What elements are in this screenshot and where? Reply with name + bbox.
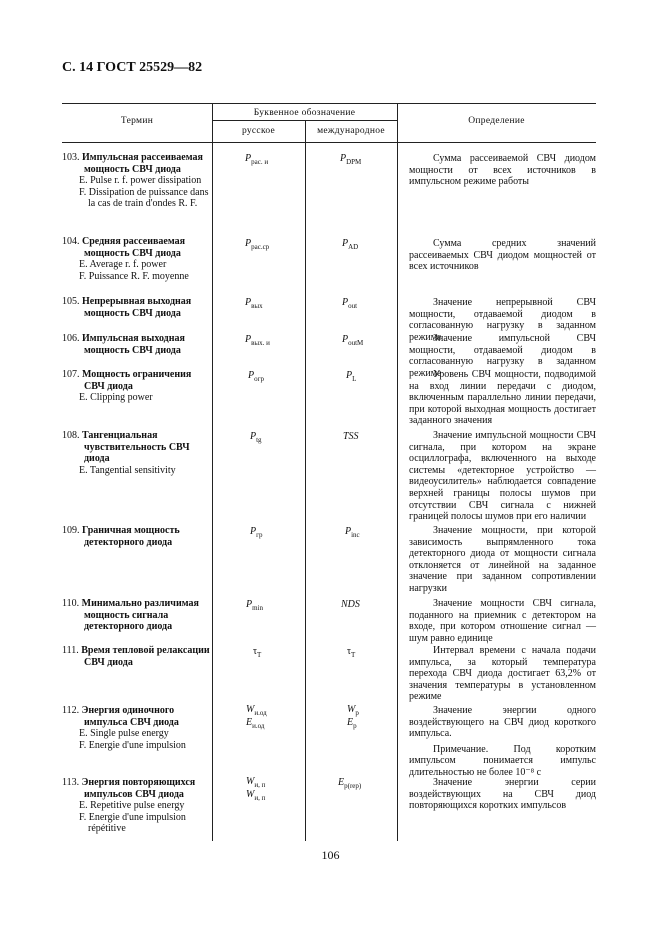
page-number: 106	[321, 848, 340, 862]
term-name: Импульсная рассеиваемая мощность СВЧ диода	[82, 152, 203, 175]
intl-symbol: $\tau_T$	[347, 646, 356, 659]
header-russian: русское	[241, 126, 276, 136]
document-header: С. 14 ГОСТ 25529—82	[62, 60, 203, 75]
definition: Уровень СВЧ мощности, подводимой на вход линии передачи с диодом, включенным параллельно линии передачи, при которой выходная мощность достигает заданного значения	[409, 369, 596, 427]
definition: Сумма средних значений рассеиваемых СВЧ диодом мощностей от всех источников	[409, 238, 596, 273]
row-number: 110.	[62, 598, 80, 609]
row-number: 106.	[62, 333, 80, 344]
definition: Значение энергии серии воздействующих на СВЧ диод повторяющихся коротких импульсов	[409, 777, 596, 812]
definition	[409, 705, 596, 779]
table-row-113	[62, 777, 212, 835]
intl-symbol: $P_{DPM}$	[340, 153, 362, 166]
definition: Значение импульсной СВЧ мощности, отдаваемой диодом в согласованную нагрузку в заданном режиме	[409, 333, 596, 379]
table-row-111	[62, 645, 212, 668]
ru-symbol: $P_{огр}$	[248, 370, 264, 383]
col-divider-3	[397, 103, 398, 841]
row-number: 103.	[62, 152, 80, 163]
row-number: 109.	[62, 525, 80, 536]
col-divider-2	[305, 120, 306, 841]
term-french: F. Energie d'une impulsion répétitive	[79, 811, 186, 835]
term-name: Непрерывная выходная мощность СВЧ диода	[82, 296, 192, 319]
term-name: Импульсная выходная мощность СВЧ диода	[82, 333, 185, 356]
term-name: Тангенциальная чувствительность СВЧ диода	[82, 430, 190, 465]
term-name: Энергия одиночного импульса СВЧ диода	[81, 705, 179, 728]
ru-symbol: $P_{tg}$	[250, 431, 262, 444]
table-row-105	[62, 296, 212, 319]
header-letter: Буквенное обозначение	[253, 108, 356, 118]
ru-symbol: $W_{и, п}$ $W_{и, п}$	[246, 776, 266, 802]
term-french: F. Puissance R. F. moyenne	[79, 270, 189, 282]
table-header-bottom-border	[62, 142, 596, 143]
term-name: Мощность ограничения СВЧ диода	[82, 369, 192, 392]
intl-symbol: $W_p$ $E_p$	[347, 704, 359, 730]
ru-symbol: $W_{и.од}$ $E_{и.од}$	[246, 704, 267, 730]
ru-symbol: $P_{min}$	[246, 599, 263, 612]
term-english: E. Tangential sensitivity	[79, 464, 176, 476]
table-row-104	[62, 236, 212, 282]
term-name: Минимально различимая мощность сигнала детекторного диода	[81, 598, 199, 633]
intl-symbol: $P_{inc}$	[345, 526, 360, 539]
definition: Значение мощности, при которой зависимость выпрямленного тока детекторного диода от мощности сигнала отклоняется от линейной на заданное значение при заданном сопротивлении нагрузки	[409, 525, 596, 594]
table-top-border	[62, 103, 596, 104]
table-row-110	[62, 598, 212, 633]
definition: Интервал времени с начала подачи импульса, за который температура перехода СВЧ диода достигает 63,2% от значения температуры в установленном режиме	[409, 645, 596, 703]
ru-symbol: $P_{рас.ср}$	[245, 238, 270, 251]
ru-symbol: $P_{вых}$	[245, 297, 263, 310]
term-name: Граничная мощность детекторного диода	[82, 525, 180, 548]
intl-symbol: $P_{AD}$	[342, 238, 359, 251]
definition: Значение непрерывной СВЧ мощности, отдаваемой диодом в согласованную нагрузку в заданном режиме	[409, 297, 596, 343]
definition: Значение импульсной мощности СВЧ сигнала, при котором на экране осциллографа, включенного на выходе системы «детекторное устройство — видеоусилитель» наблюдается совпадение верхней границы полосы шумов при отсутствии СВЧ сигнала с нижней границей полосы шумов при его наличии	[409, 430, 596, 523]
row-number: 104.	[62, 236, 80, 247]
row-number: 112.	[62, 705, 80, 716]
term-english: E. Average r. f. power	[79, 259, 167, 271]
definition: Сумма рассеиваемой СВЧ диодом мощности от всех источников в импульсном режиме работы	[409, 153, 596, 188]
ru-symbol: $P_{рас. и}$	[245, 153, 269, 166]
col-divider-1	[212, 103, 213, 841]
header-international: международное	[317, 126, 385, 136]
table-row-109	[62, 525, 212, 548]
intl-symbol: NDS	[341, 599, 360, 610]
term-name: Средняя рассеиваемая мощность СВЧ диода	[82, 236, 185, 259]
header-definition: Определение	[468, 116, 525, 126]
table-row-108	[62, 430, 212, 476]
term-english: E. Pulse r. f. power dissipation	[79, 175, 202, 187]
term-french: F. Dissipation de puissance dans la cas de train d'ondes R. F.	[79, 186, 209, 210]
definition-note: Примечание. Под коротким импульсом понимается импульс длительностью не более 10⁻⁸ с	[409, 743, 596, 778]
table-row-103	[62, 152, 212, 210]
table-row-112	[62, 705, 212, 751]
row-number: 111.	[62, 645, 79, 656]
table-row-106	[62, 333, 212, 356]
ru-symbol: $P_{гр}$	[250, 526, 263, 539]
header-term: Термин	[120, 116, 154, 126]
term-english: E. Clipping power	[79, 392, 153, 404]
term-french: F. Energie d'une impulsion	[79, 739, 186, 751]
term-name: Время тепловой релаксации СВЧ диода	[81, 645, 210, 668]
intl-symbol: TSS	[343, 431, 359, 442]
intl-symbol: $E_{p(rep)}$	[338, 777, 362, 790]
row-number: 108.	[62, 430, 80, 441]
definition-text: Значение энергии одного воздействующего на СВЧ диод короткого импульса.	[409, 705, 596, 740]
row-number: 107.	[62, 369, 80, 380]
intl-symbol: $P_{outM}$	[342, 334, 364, 347]
row-number: 105.	[62, 296, 80, 307]
term-english: E. Repetitive pulse energy	[79, 800, 185, 812]
row-number: 113.	[62, 777, 80, 788]
table-row-107	[62, 369, 212, 404]
definition: Значение мощности СВЧ сигнала, поданного на приемник с детектором на входе, при котором отношение сигнал — шум равно единице	[409, 598, 596, 644]
term-name: Энергия повторяющихся импульсов СВЧ диода	[81, 777, 196, 800]
ru-symbol: $P_{вых. и}$	[245, 334, 270, 347]
intl-symbol: $P_{out}$	[342, 297, 358, 310]
intl-symbol: $P_L$	[346, 370, 357, 383]
term-english: E. Single pulse energy	[79, 728, 169, 740]
ru-symbol: $\tau_T$	[253, 646, 262, 659]
